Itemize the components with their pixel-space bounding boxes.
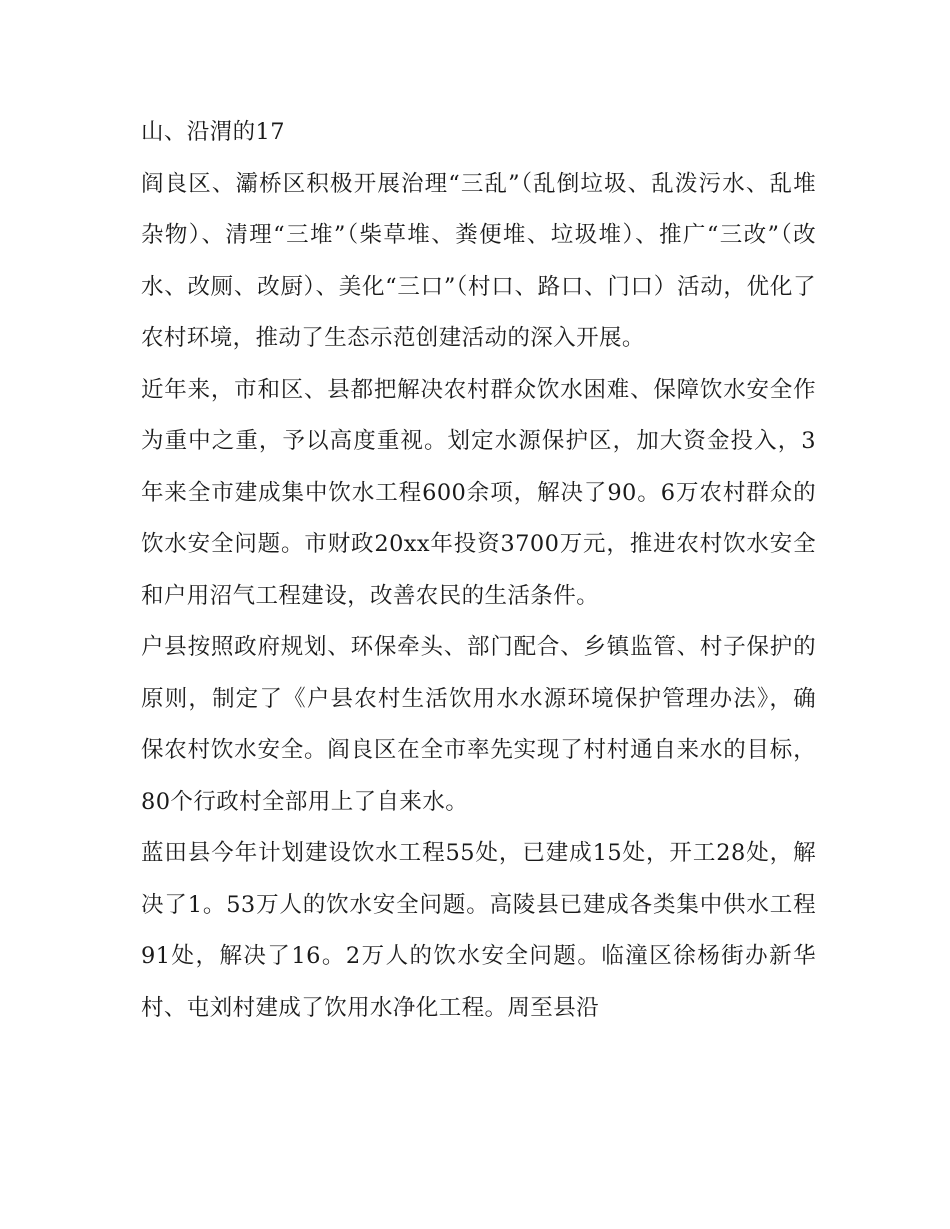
document-body: [141, 107, 816, 1034]
paragraph-3: 近年来，市和区、县都把解决农村群众饮水困难、保障饮水安全作为重中之重，予以高度重视。划定水源保护区，加大资金投入，3年来全市建成集中饮水工程600余项，解决了90。6万农村群众的饮水安全问题。市财政20xx年投资3700万元，推进农村饮水安全和户用沼气工程建设，改善农民的生活条件。: [141, 376, 816, 609]
paragraph-5: 蓝田县今年计划建设饮水工程55处，已建成15处，开工28处，解决了1。53万人的饮水安全问题。高陵县已建成各类集中供水工程91处，解决了16。2万人的饮水安全问题。临潼区徐杨街办新华村、屯刘村建成了饮用水净化工程。周至县沿: [141, 840, 816, 1021]
paragraph-2: 阎良区、灞桥区积极开展治理“三乱”（乱倒垃圾、乱泼污水、乱堆杂物）、清理“三堆”（柴草堆、粪便堆、垃圾堆）、推广“三改”（改水、改厕、改厨）、美化“三口”（村口、路口、门口）活动，优化了农村环境，推动了生态示范创建活动的深入开展。: [141, 170, 816, 351]
paragraph-4: 户县按照政府规划、环保牵头、部门配合、乡镇监管、村子保护的原则，制定了《户县农村生活饮用水水源环境保护管理办法》，确保农村饮水安全。阎良区在全市率先实现了村村通自来水的目标，80个行政村全部用上了自来水。: [141, 634, 816, 815]
paragraph-1: 山、沿渭的17: [141, 119, 285, 145]
